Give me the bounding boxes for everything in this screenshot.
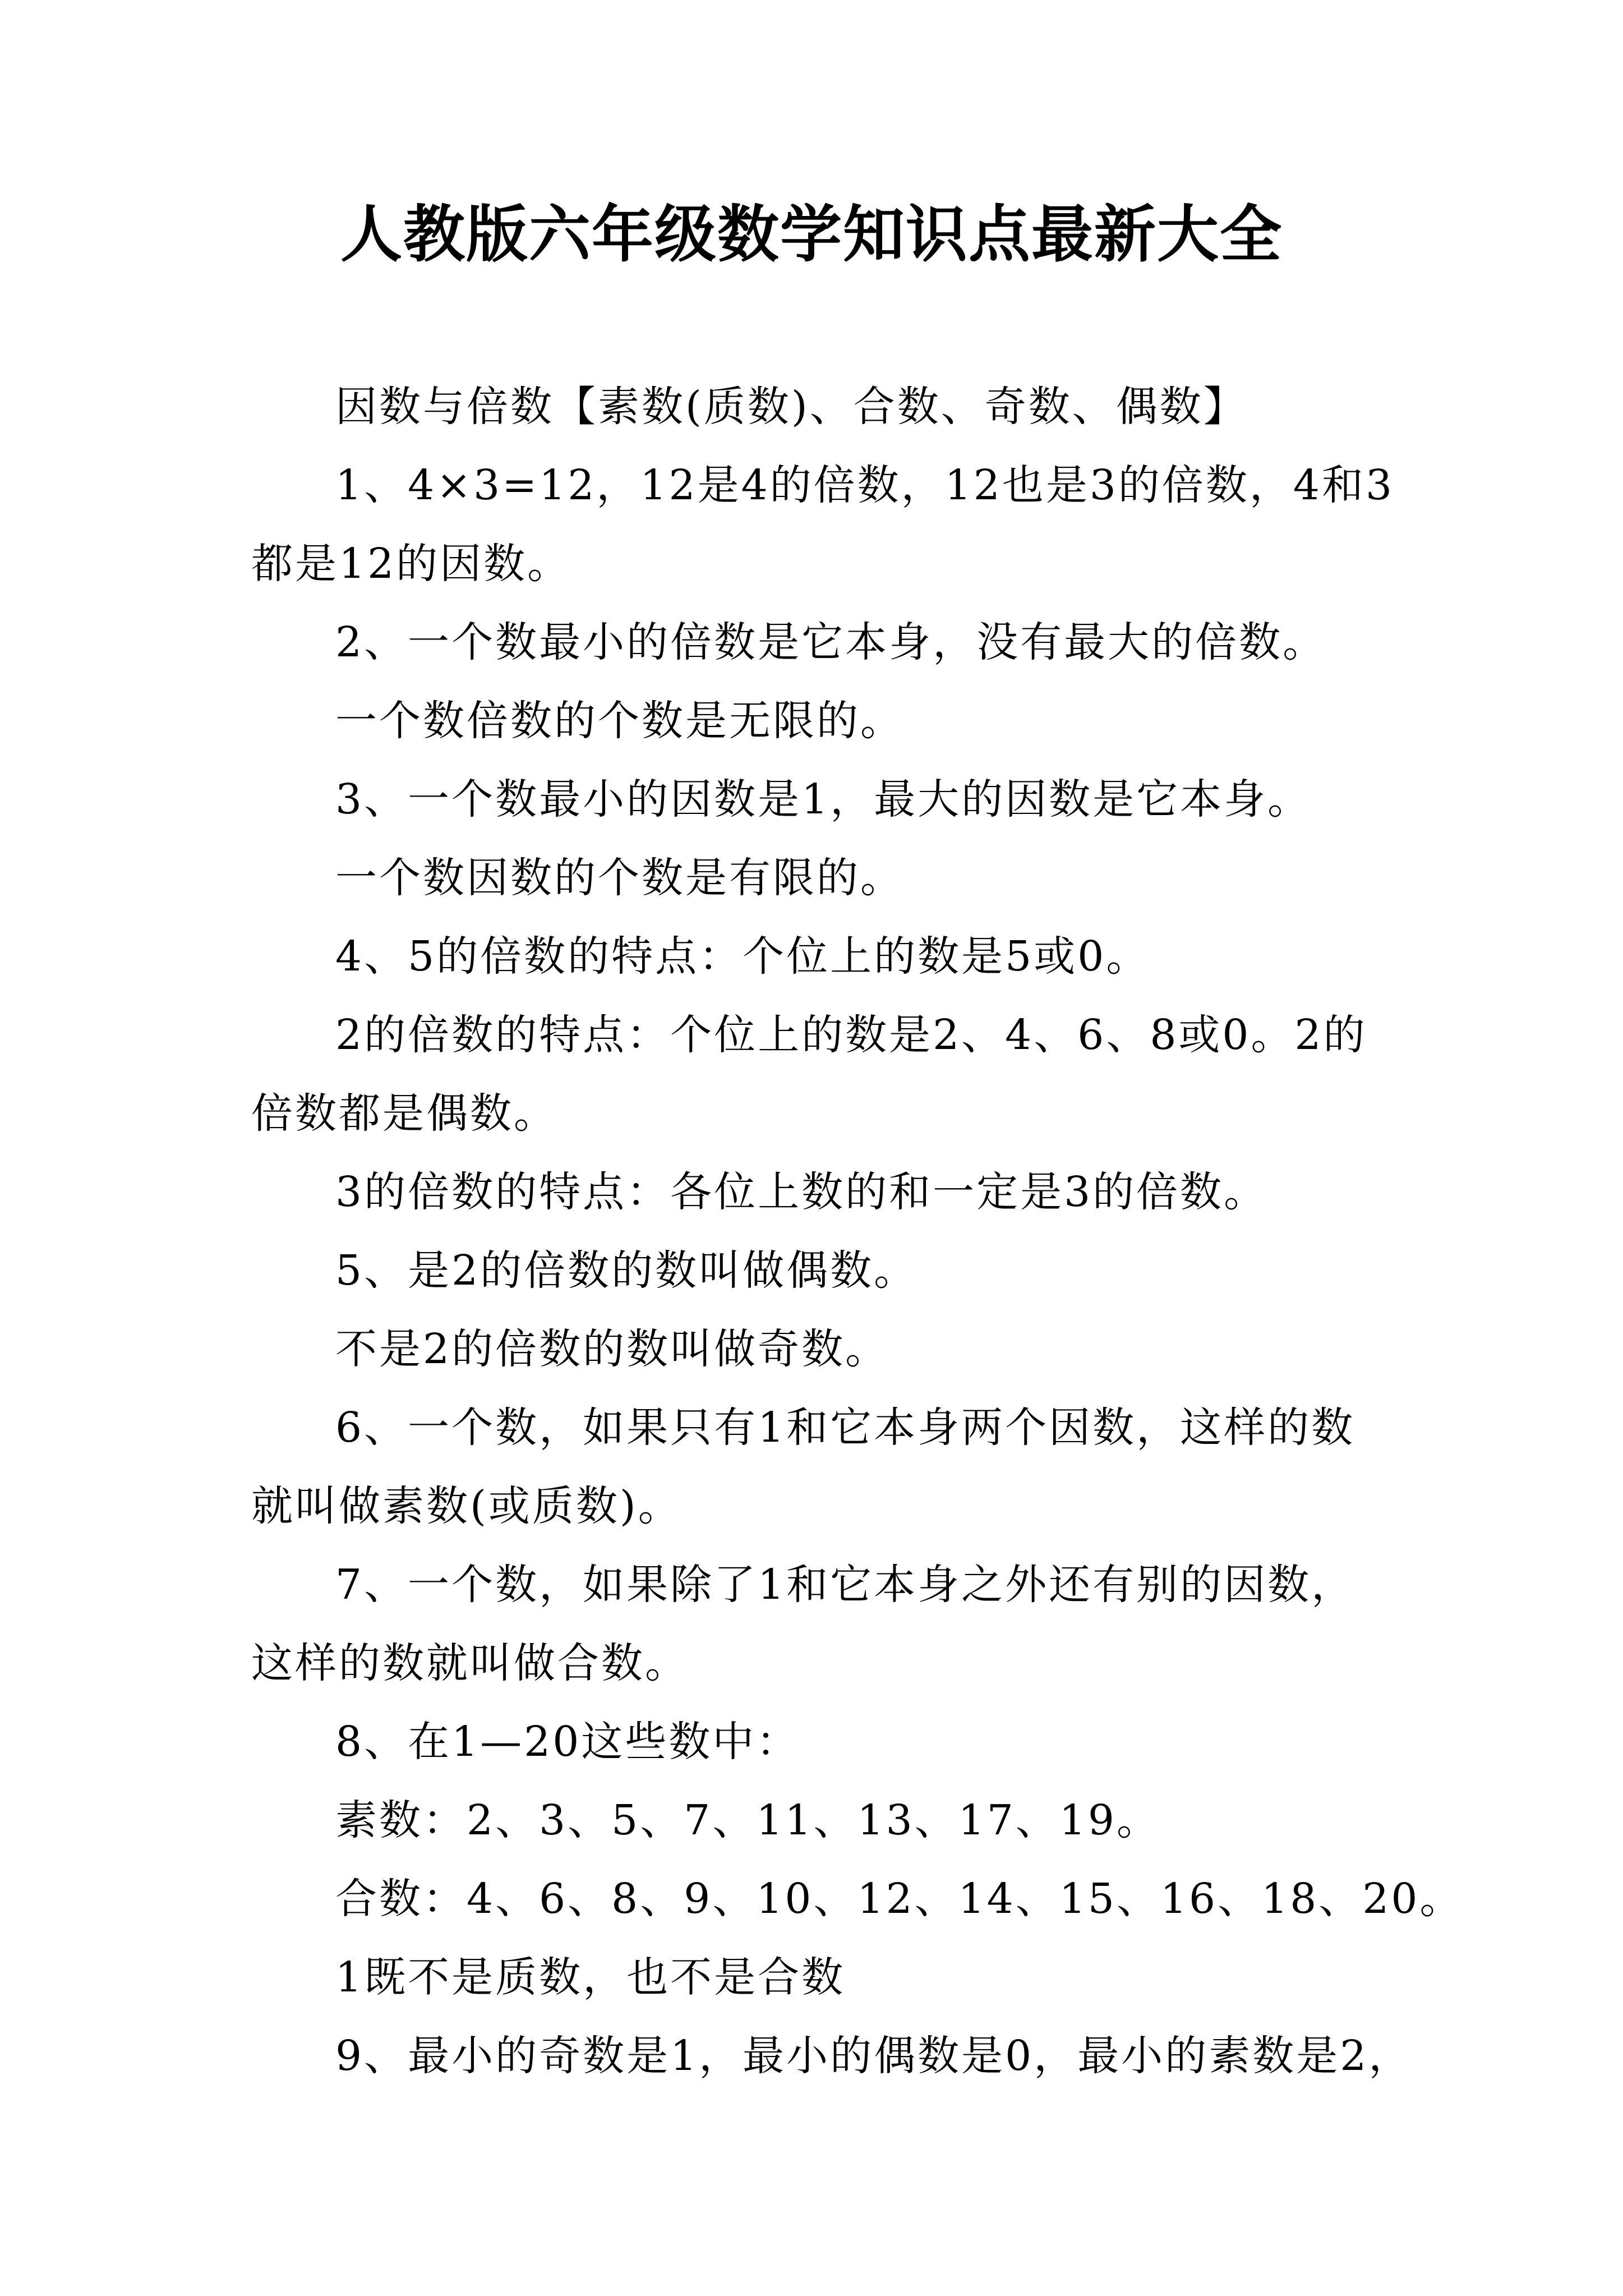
section-heading: 因数与倍数【素数(质数)、合数、奇数、偶数】 xyxy=(335,383,1247,431)
paragraph-line: 5、是2的倍数的数叫做偶数。 xyxy=(335,1246,918,1295)
paragraph-line: 素数：2、3、5、7、11、13、17、19。 xyxy=(335,1796,1160,1844)
paragraph-line: 合数：4、6、8、9、10、12、14、15、16、18、20。 xyxy=(335,1875,1464,1923)
paragraph-line: 一个数倍数的个数是无限的。 xyxy=(335,697,904,745)
paragraph-line: 7、一个数，如果除了1和它本身之外还有别的因数， xyxy=(335,1561,1355,1609)
paragraph-line: 这样的数就叫做合数。 xyxy=(251,1639,689,1687)
paragraph-line: 都是12的因数。 xyxy=(251,540,571,588)
paragraph-line: 8、在1—20这些数中： xyxy=(335,1718,800,1766)
paragraph-line: 6、一个数，如果只有1和它本身两个因数，这样的数 xyxy=(335,1404,1355,1452)
paragraph-line: 9、最小的奇数是1，最小的偶数是0，最小的素数是2， xyxy=(335,2032,1413,2080)
paragraph-line: 3、一个数最小的因数是1，最大的因数是它本身。 xyxy=(335,775,1312,823)
paragraph-line: 3的倍数的特点：各位上数的和一定是3的倍数。 xyxy=(335,1168,1268,1216)
paragraph-line: 一个数因数的个数是有限的。 xyxy=(335,854,904,902)
paragraph-line: 2的倍数的特点：个位上的数是2、4、6、8或0。2的 xyxy=(335,1011,1367,1059)
paragraph-line: 1既不是质数，也不是合数 xyxy=(335,1953,846,2001)
paragraph-line: 就叫做素数(或质数)。 xyxy=(251,1482,682,1530)
paragraph-line: 倍数都是偶数。 xyxy=(251,1089,557,1138)
paragraph-line: 2、一个数最小的倍数是它本身，没有最大的倍数。 xyxy=(335,618,1327,666)
paragraph-line: 4、5的倍数的特点：个位上的数是5或0。 xyxy=(335,932,1150,981)
paragraph-line: 1、4×3=12，12是4的倍数，12也是3的倍数，4和3 xyxy=(335,461,1395,509)
document-title: 人教版六年级数学知识点最新大全 xyxy=(340,199,1283,270)
paragraph-line: 不是2的倍数的数叫做奇数。 xyxy=(335,1325,889,1373)
